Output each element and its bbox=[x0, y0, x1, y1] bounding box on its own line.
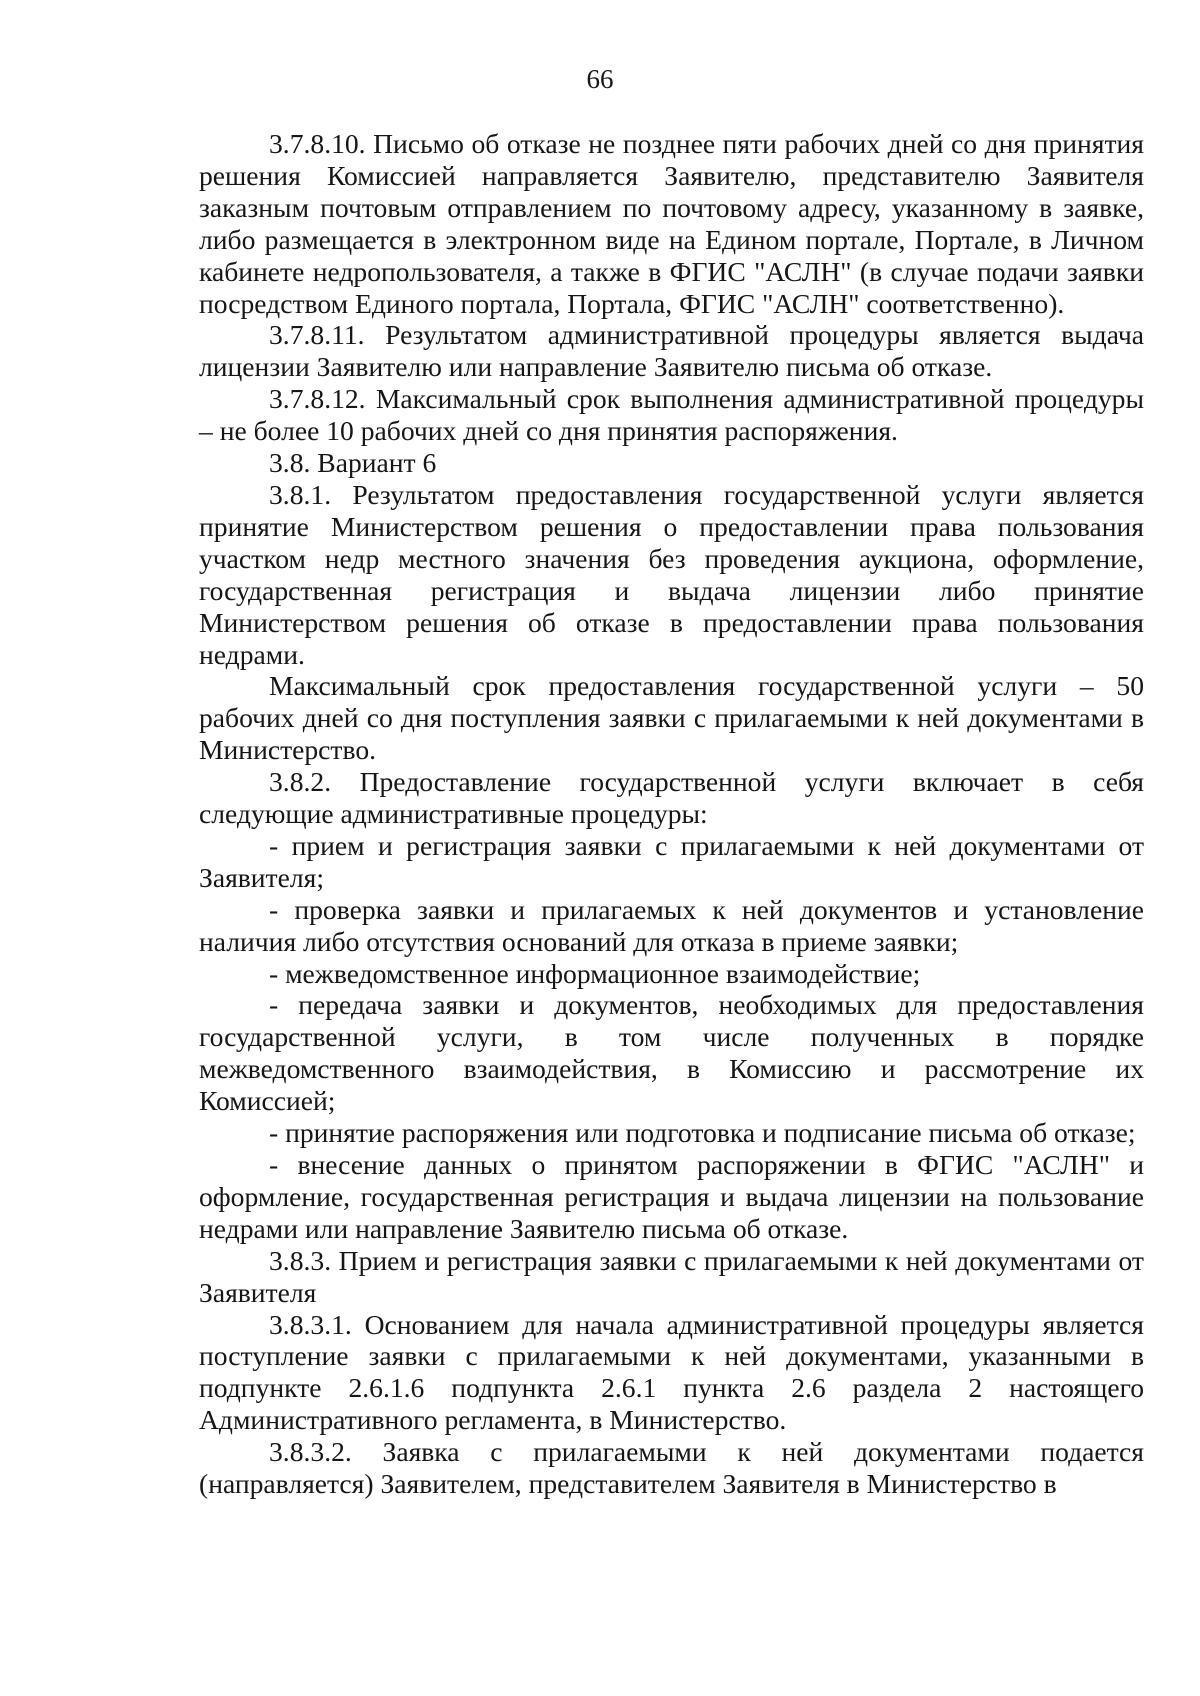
paragraph-max-term: Максимальный срок предоставления государственной услуги – 50 рабочих дней со дня поступления заявки с прилагаемыми к ней документами в Министерство. bbox=[199, 670, 1144, 766]
paragraph-3-7-8-11: 3.7.8.11. Результатом административной процедуры является выдача лицензии Заявителю или направление Заявителю письма об отказе. bbox=[199, 319, 1144, 383]
section-heading-3-8: 3.8. Вариант 6 bbox=[269, 447, 437, 479]
document-body bbox=[199, 128, 1144, 1500]
list-item-registration: - внесение данных о принятом распоряжении в ФГИС "АСЛН" и оформление, государственная регистрация и выдача лицензии на пользование недрами или направление Заявителю письма об отказе. bbox=[199, 1149, 1144, 1244]
list-item-interagency: - межведомственное информационное взаимодействие; bbox=[269, 957, 921, 989]
paragraph-3-8-1: 3.8.1. Результатом предоставления государственной услуги является принятие Министерством решения о предоставлении права пользования участком недр местного значения без проведения аукциона, оформление, государственная регистрация и выдача лицензии либо принятие Министерством решения об отказе в предоставлении права пользования недрами. bbox=[199, 478, 1144, 670]
paragraph-3-8-3: 3.8.3. Прием и регистрация заявки с прилагаемыми к ней документами от Заявителя bbox=[199, 1244, 1144, 1308]
paragraph-3-8-2: 3.8.2. Предоставление государственной услуги включает в себя следующие административные процедуры: bbox=[199, 766, 1144, 830]
paragraph-3-7-8-10: 3.7.8.10. Письмо об отказе не позднее пяти рабочих дней со дня принятия решения Комиссией направляется Заявителю, представителю Заявителя заказным почтовым отправлением по почтовому адресу, указанному в заявке, либо размещается в электронном виде на Едином портале, Портале, в Личном кабинете недропользователя, а также в ФГИС "АСЛН" (в случае подачи заявки посредством Единого портала, Портала, ФГИС "АСЛН" соответственно). bbox=[199, 128, 1144, 319]
list-item-transfer: - передача заявки и документов, необходимых для предоставления государственной услуги, в том числе полученных в порядке межведомственного взаимодействия, в Комиссию и рассмотрение их Комиссией; bbox=[199, 989, 1144, 1117]
paragraph-3-7-8-12: 3.7.8.12. Максимальный срок выполнения административной процедуры – не более 10 рабочих дней со дня принятия распоряжения. bbox=[199, 383, 1144, 447]
list-item-decision: - принятие распоряжения или подготовка и подписание письма об отказе; bbox=[269, 1117, 1136, 1149]
paragraph-3-8-3-2: 3.8.3.2. Заявка с прилагаемыми к ней документами подается (направляется) Заявителем, представителем Заявителя в Министерство в bbox=[199, 1436, 1144, 1500]
list-item-verification: - проверка заявки и прилагаемых к ней документов и установление наличия либо отсутствия оснований для отказа в приеме заявки; bbox=[199, 893, 1144, 957]
paragraph-3-8-3-1: 3.8.3.1. Основанием для начала административной процедуры является поступление заявки с прилагаемыми к ней документами, указанными в подпункте 2.6.1.6 подпункта 2.6.1 пункта 2.6 раздела 2 настоящего Административного регламента, в Министерство. bbox=[199, 1308, 1144, 1436]
list-item-reception: - прием и регистрация заявки с прилагаемыми к ней документами от Заявителя; bbox=[199, 829, 1144, 893]
page-number: 66 bbox=[586, 64, 614, 94]
